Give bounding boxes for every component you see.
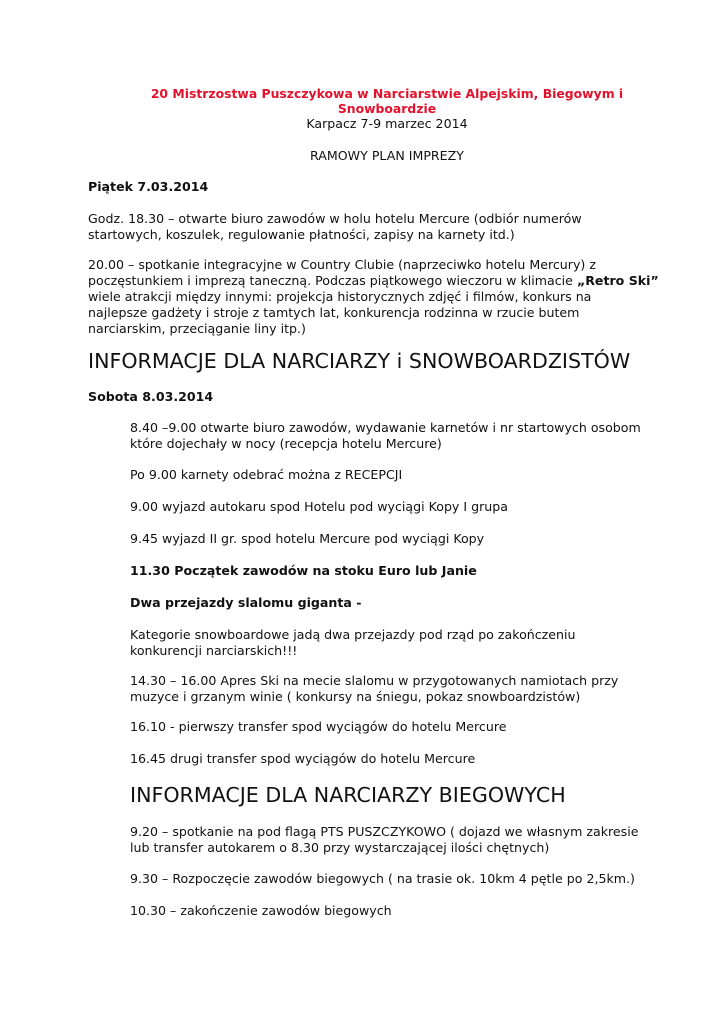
skiers-section-heading: INFORMACJE DLA NARCIARZY i SNOWBOARDZISTÓW (88, 349, 631, 373)
saturday-item-6: Dwa przejazdy slalomu giganta - (130, 595, 362, 610)
friday-item-2-line-2-text: poczęstunkiem i imprezą taneczną. Podczas piątkowego wieczoru w klimacie (88, 273, 577, 288)
saturday-item-2: Po 9.00 karnety odebrać można z RECEPCJI (130, 467, 403, 482)
cross-country-item-3: 10.30 – zakończenie zawodów biegowych (130, 903, 392, 918)
friday-item-2-line-5: narciarskim, przeciąganie liny itp.) (88, 321, 306, 336)
cross-country-section-heading: INFORMACJE DLA NARCIARZY BIEGOWYCH (130, 783, 566, 807)
retro-ski-label: „Retro Ski” (576, 273, 659, 288)
saturday-item-3: 9.00 wyjazd autokaru spod Hotelu pod wyciągi Kopy I grupa (130, 499, 508, 514)
cross-country-item-2: 9.30 – Rozpoczęcie zawodów biegowych ( na trasie ok. 10km 4 pętle po 2,5km.) (130, 871, 635, 886)
cross-country-item-1-line-1: 9.20 – spotkanie na pod flagą PTS PUSZCZYKOWO ( dojazd we własnym zakresie (130, 824, 639, 839)
friday-heading: Piątek 7.03.2014 (88, 179, 209, 194)
friday-item-1-line-2: startowych, koszulek, regulowanie płatności, zapisy na karnety itd.) (88, 227, 515, 242)
saturday-item-8-line-1: 14.30 – 16.00 Apres Ski na mecie slalomu w przygotowanych namiotach przy (130, 673, 619, 688)
friday-item-2-line-4: najlepsze gadżety i stroje z tamtych lat, konkurencja rodzinna w rzucie butem (88, 305, 580, 320)
saturday-item-7-line-1: Kategorie snowboardowe jadą dwa przejazdy pod rząd po zakończeniu (130, 627, 576, 642)
saturday-item-1-line-1: 8.40 –9.00 otwarte biuro zawodów, wydawanie karnetów i nr startowych osobom (130, 420, 641, 435)
cross-country-item-1-line-2: lub transfer autokarem o 8.30 przy wystarczającej ilości chętnych) (130, 840, 550, 855)
friday-item-2-line-3: wiele atrakcji między innymi: projekcja historycznych zdjęć i filmów, konkurs na (88, 289, 592, 304)
saturday-item-9: 16.10 - pierwszy transfer spod wyciągów do hotelu Mercure (130, 719, 507, 734)
saturday-item-8-line-2: muzyce i grzanym winie ( konkursy na śniegu, pokaz snowboardzistów) (130, 689, 581, 704)
friday-item-2-line-1: 20.00 – spotkanie integracyjne w Country Clubie (naprzeciwko hotelu Mercury) z (88, 257, 596, 272)
saturday-item-1-line-2: które dojechały w nocy (recepcja hotelu Mercure) (130, 436, 442, 451)
saturday-item-10: 16.45 drugi transfer spod wyciągów do hotelu Mercure (130, 751, 476, 766)
saturday-heading: Sobota 8.03.2014 (88, 389, 214, 404)
saturday-item-4: 9.45 wyjazd II gr. spod hotelu Mercure pod wyciągi Kopy (130, 531, 485, 546)
saturday-item-7-line-2: konkurencji narciarskich!!! (130, 643, 298, 658)
plan-title: RAMOWY PLAN IMPREZY (310, 148, 464, 163)
event-title-line-1: 20 Mistrzostwa Puszczykowa w Narciarstwie Alpejskim, Biegowym i (150, 86, 624, 101)
event-place-date: Karpacz 7-9 marzec 2014 (306, 116, 468, 131)
event-title-line-2: Snowboardzie (337, 101, 437, 116)
friday-item-1-line-1: Godz. 18.30 – otwarte biuro zawodów w holu hotelu Mercure (odbiór numerów (88, 211, 582, 226)
friday-item-2-line-2 (88, 272, 659, 289)
saturday-item-5: 11.30 Początek zawodów na stoku Euro lub Janie (130, 563, 477, 578)
